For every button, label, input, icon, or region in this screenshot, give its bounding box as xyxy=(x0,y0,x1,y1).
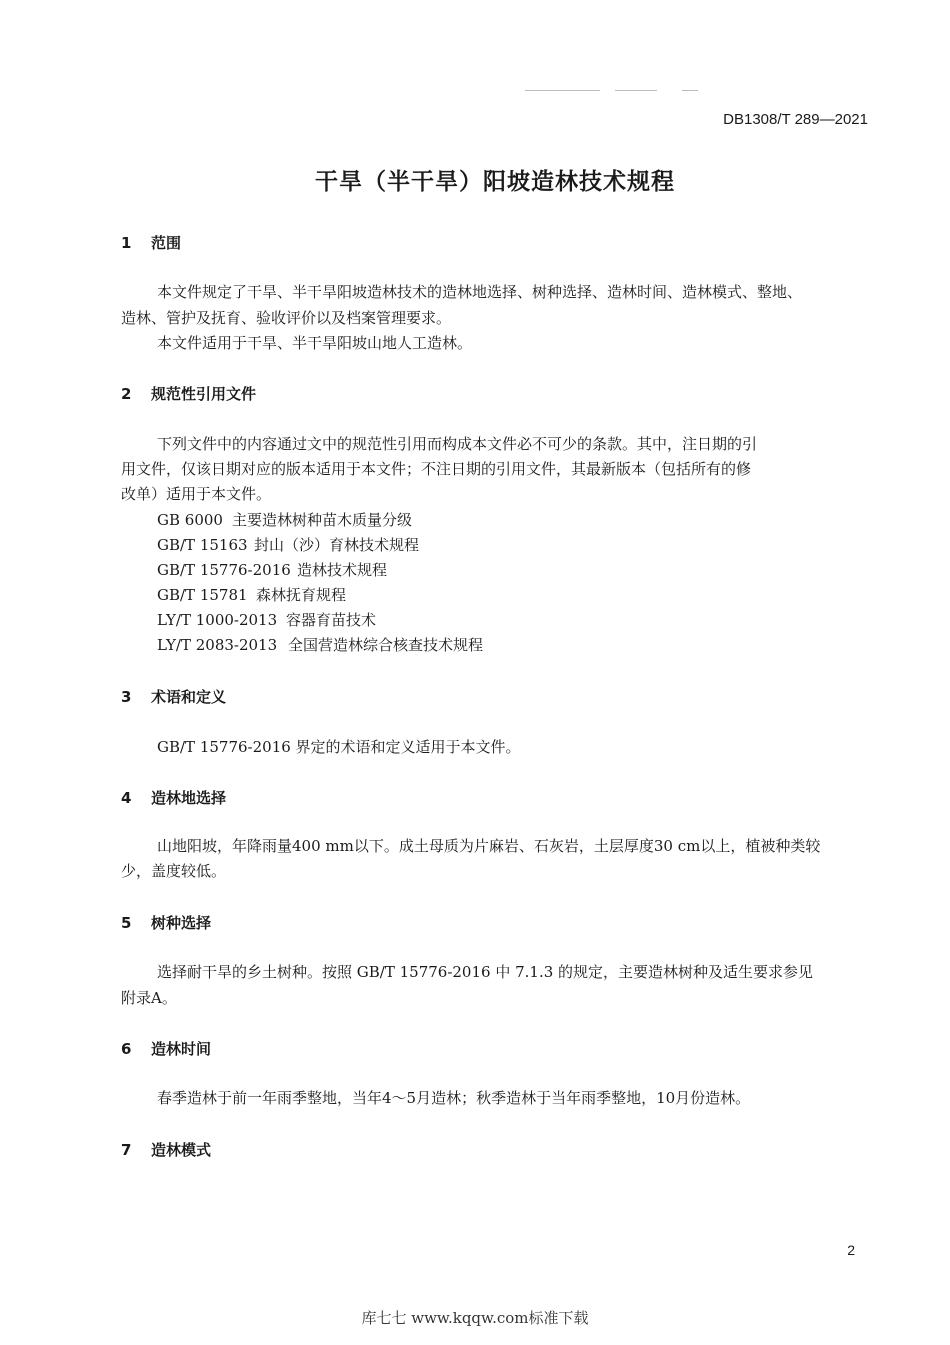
section-title: 规范性引用文件 xyxy=(151,385,257,403)
section-heading xyxy=(121,787,226,808)
reference-name: 封山（沙）育林技术规程 xyxy=(254,536,420,554)
reference-code: GB/T 15776-2016 xyxy=(157,561,291,579)
reference-name: 主要造林树种苗木质量分级 xyxy=(232,511,413,529)
paragraph-line: 附录A。 xyxy=(121,989,177,1007)
section-number: 2 xyxy=(121,385,132,403)
reference-name: 全国营造林综合核查技术规程 xyxy=(288,636,484,654)
reference-code: LY/T 2083-2013 xyxy=(157,636,278,654)
paragraph-line: 改单）适用于本文件。 xyxy=(121,485,272,503)
section-heading xyxy=(121,232,181,253)
document-code: DB1308/T 289—2021 xyxy=(723,111,868,128)
paragraph-line: 少，盖度较低。 xyxy=(121,862,227,880)
paragraph-line: 造林、管护及抚育、验收评价以及档案管理要求。 xyxy=(121,309,452,327)
paragraph-line: 春季造林于前一年雨季整地，当年4～5月造林；秋季造林于当年雨季整地，10月份造林。 xyxy=(157,1089,751,1107)
section-title: 树种选择 xyxy=(151,914,212,932)
section-number: 4 xyxy=(121,789,132,807)
section-title: 范围 xyxy=(151,234,182,252)
section-number: 6 xyxy=(121,1040,132,1058)
reference-name: 造林技术规程 xyxy=(297,561,388,579)
reference-code: GB/T 15781 xyxy=(157,586,248,604)
section-number: 1 xyxy=(121,234,132,252)
section-title: 造林模式 xyxy=(151,1141,212,1159)
paragraph-line: 用文件，仅该日期对应的版本适用于本文件；不注日期的引用文件，其最新版本（包括所有的修 xyxy=(121,460,752,478)
reference-code: GB/T 15163 xyxy=(157,536,248,554)
paragraph-line: 选择耐干旱的乡土树种。按照 GB/T 15776-2016 中 7.1.3 的规定，主要造林树种及适生要求参见 xyxy=(157,963,814,981)
section-heading xyxy=(121,1038,211,1059)
scan-mark xyxy=(525,90,600,91)
scan-mark xyxy=(615,90,657,91)
paragraph-line: 本文件规定了干旱、半干旱阳坡造林技术的造林地选择、树种选择、造林时间、造林模式、整地、 xyxy=(157,283,803,301)
reference-name: 容器育苗技术 xyxy=(286,611,377,629)
page-title: 干旱（半干旱）阳坡造林技术规程 xyxy=(315,169,675,195)
section-heading xyxy=(121,912,211,933)
paragraph-line: 山地阳坡，年降雨量400 mm以下。成土母质为片麻岩、石灰岩，土层厚度30 cm以上，植被种类较 xyxy=(157,837,821,855)
reference-item xyxy=(157,609,376,630)
paragraph-line: GB/T 15776-2016 界定的术语和定义适用于本文件。 xyxy=(157,738,521,756)
section-number: 7 xyxy=(121,1141,132,1159)
section-heading xyxy=(121,383,256,404)
section-heading xyxy=(121,1139,211,1160)
section-title: 造林时间 xyxy=(151,1040,212,1058)
section-title: 术语和定义 xyxy=(151,688,227,706)
reference-name: 森林抚育规程 xyxy=(256,586,347,604)
reference-item xyxy=(157,559,387,580)
section-heading xyxy=(121,686,226,707)
reference-code: LY/T 1000-2013 xyxy=(157,611,278,629)
reference-code: GB 6000 xyxy=(157,511,223,529)
section-number: 3 xyxy=(121,688,132,706)
footer-watermark-text: 库七七 www.kqqw.com标准下载 xyxy=(361,1309,589,1327)
page-number: 2 xyxy=(847,1242,855,1258)
paragraph-line: 本文件适用于干旱、半干旱阳坡山地人工造林。 xyxy=(157,334,473,352)
section-number: 5 xyxy=(121,914,132,932)
scan-mark xyxy=(682,90,698,91)
section-title: 造林地选择 xyxy=(151,789,227,807)
reference-item xyxy=(157,584,346,605)
reference-item xyxy=(157,534,419,555)
reference-item xyxy=(157,509,412,530)
reference-item xyxy=(157,634,483,655)
paragraph-line: 下列文件中的内容通过文中的规范性引用而构成本文件必不可少的条款。其中，注日期的引 xyxy=(157,435,758,453)
